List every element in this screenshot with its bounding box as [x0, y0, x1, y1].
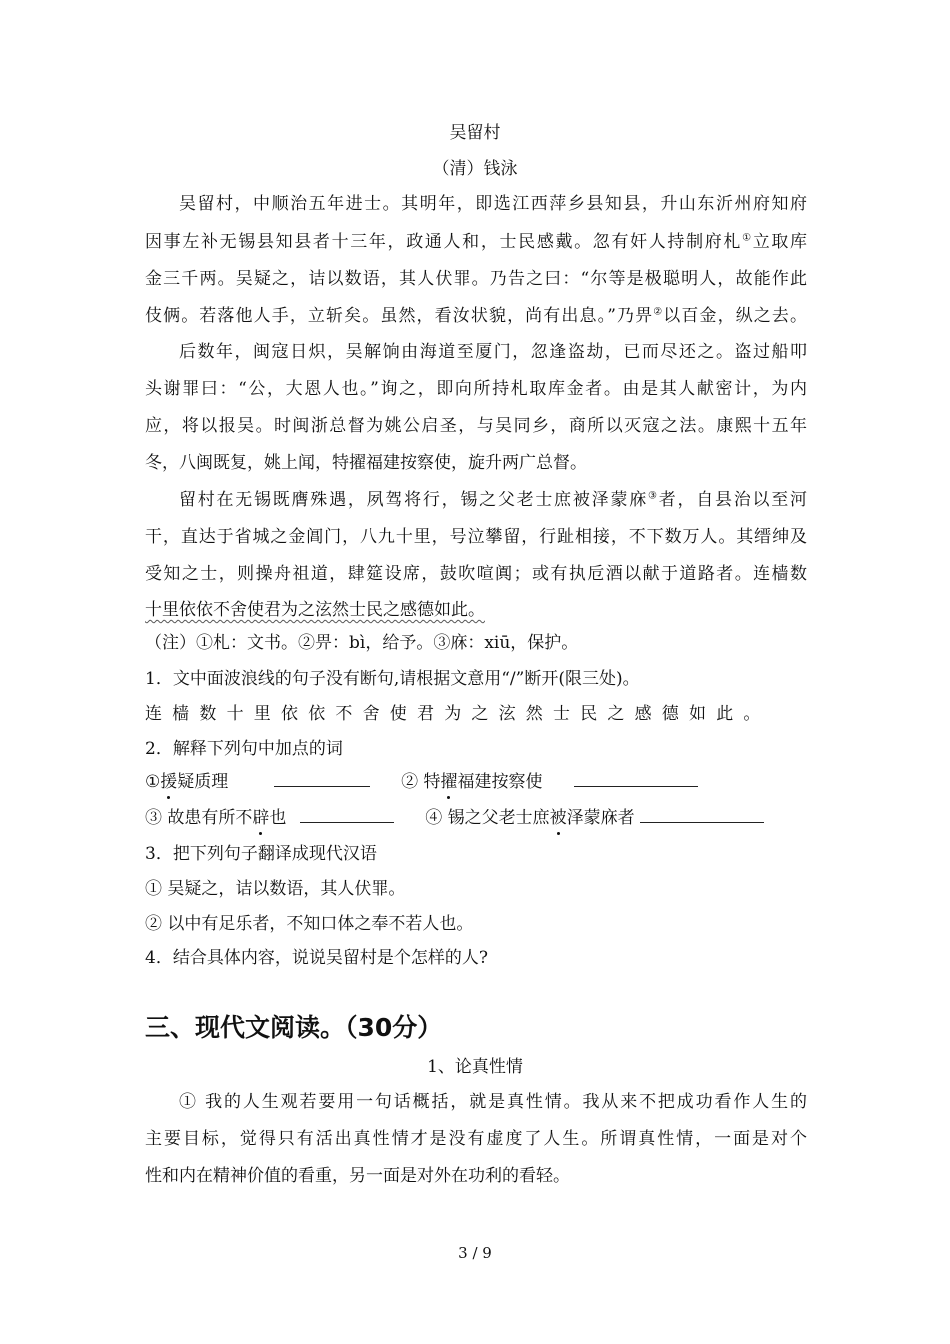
question-2-row-1: [145, 770, 807, 794]
article-line-3: 性和内在精神价值的看重，另一面是对外在功利的看轻。: [145, 1166, 570, 1186]
q2-item-4: ④ 锡之父老士庶被泽蒙庥者: [425, 808, 635, 828]
q2-item-3: ③ 故患有所不辟也: [145, 808, 287, 828]
section-heading: 三、现代文阅读。（30分）: [145, 1013, 443, 1042]
question-3: 3．把下列句子翻译成现代汉语: [145, 844, 377, 864]
poem-line-10: 干，直达于省城之金阊门，八九十里，号泣攀留，行趾相接，不下数万人。其缙绅及: [145, 527, 807, 547]
question-3-item-1: ① 吴疑之，诘以数语，其人伏罪。: [145, 879, 406, 899]
article-title: 1、论真性情: [427, 1057, 523, 1077]
question-1: 1．文中面波浪线的句子没有断句,请根据文意用“/”断开(限三处)。: [145, 669, 640, 689]
poem-line-6: 头谢罪曰：“公，大恩人也。”询之，即向所持札取库金者。由是其人献密计，为内: [145, 379, 807, 399]
q2-item-2: ② 特擢福建按察使: [401, 772, 543, 792]
annotation-note: （注）①札：文书。②畀：bì，给予。③庥：xiū，保护。: [145, 633, 579, 653]
page-number: 3 / 9: [458, 1244, 492, 1262]
poem-line-12-wavy: 十里依依不舍使君为之泫然士民之感德如此。: [145, 600, 485, 620]
poem-line-4: 伎俩。若落他人手，立斩矣。虽然，看汝状貌，尚有出息。”乃畀②以百金，纵之去。: [145, 306, 808, 326]
answer-blank-2[interactable]: [574, 770, 698, 787]
article-line-1: ① 我的人生观若要用一句话概括，就是真性情。我从来不把成功看作人生的: [179, 1092, 807, 1112]
question-2: 2．解释下列句中加点的词: [145, 739, 343, 759]
poem-line-5: 后数年，闽寇日炽，吴解饷由海道至厦门，忽逢盗劫，已而尽还之。盗过船叩: [179, 342, 807, 362]
poem-line-9: 留村在无锡既膺殊遇，夙驾将行，锡之父老士庶被泽蒙庥③者，自县治以至河: [179, 490, 808, 510]
question-3-item-2: ② 以中有足乐者，不知口体之奉不若人也。: [145, 914, 474, 934]
answer-blank-1[interactable]: [274, 770, 370, 787]
question-2-row-2: [145, 806, 807, 830]
article-line-2: 主要目标，觉得只有活出真性情才是没有虚度了人生。所谓真性情，一面是对个: [145, 1129, 807, 1149]
answer-blank-4[interactable]: [640, 806, 764, 823]
poem-author: （清）钱泳: [432, 159, 518, 179]
question-1-sentence: 连樯数十里依依不舍使君为之泫然士民之感德如此。: [145, 704, 771, 724]
poem-title: 吴留村: [449, 123, 501, 143]
poem-line-8: 冬，八闽既复，姚上闻，特擢福建按察使，旋升两广总督。: [145, 453, 587, 473]
poem-line-1: 吴留村，中顺治五年进士。其明年，即选江西萍乡县知县，升山东沂州府知府: [179, 194, 807, 214]
question-4: 4．结合具体内容，说说吴留村是个怎样的人?: [145, 948, 488, 968]
poem-line-11: 受知之士，则操舟祖道，肆筵设席，鼓吹喧阗；或有执卮酒以献于道路者。连樯数: [145, 564, 807, 584]
answer-blank-3[interactable]: [300, 806, 394, 823]
poem-line-7: 应，将以报吴。时闽浙总督为姚公启圣，与吴同乡，商所以灭寇之法。康熙十五年: [145, 416, 807, 436]
q2-item-1: ①援疑质理: [145, 772, 229, 792]
poem-line-2: 因事左补无锡县知县者十三年，政通人和，士民感戴。忽有奸人持制府札①立取库: [145, 232, 808, 252]
poem-line-3: 金三千两。吴疑之，诘以数语，其人伏罪。乃告之曰：“尔等是极聪明人，故能作此: [145, 269, 807, 289]
